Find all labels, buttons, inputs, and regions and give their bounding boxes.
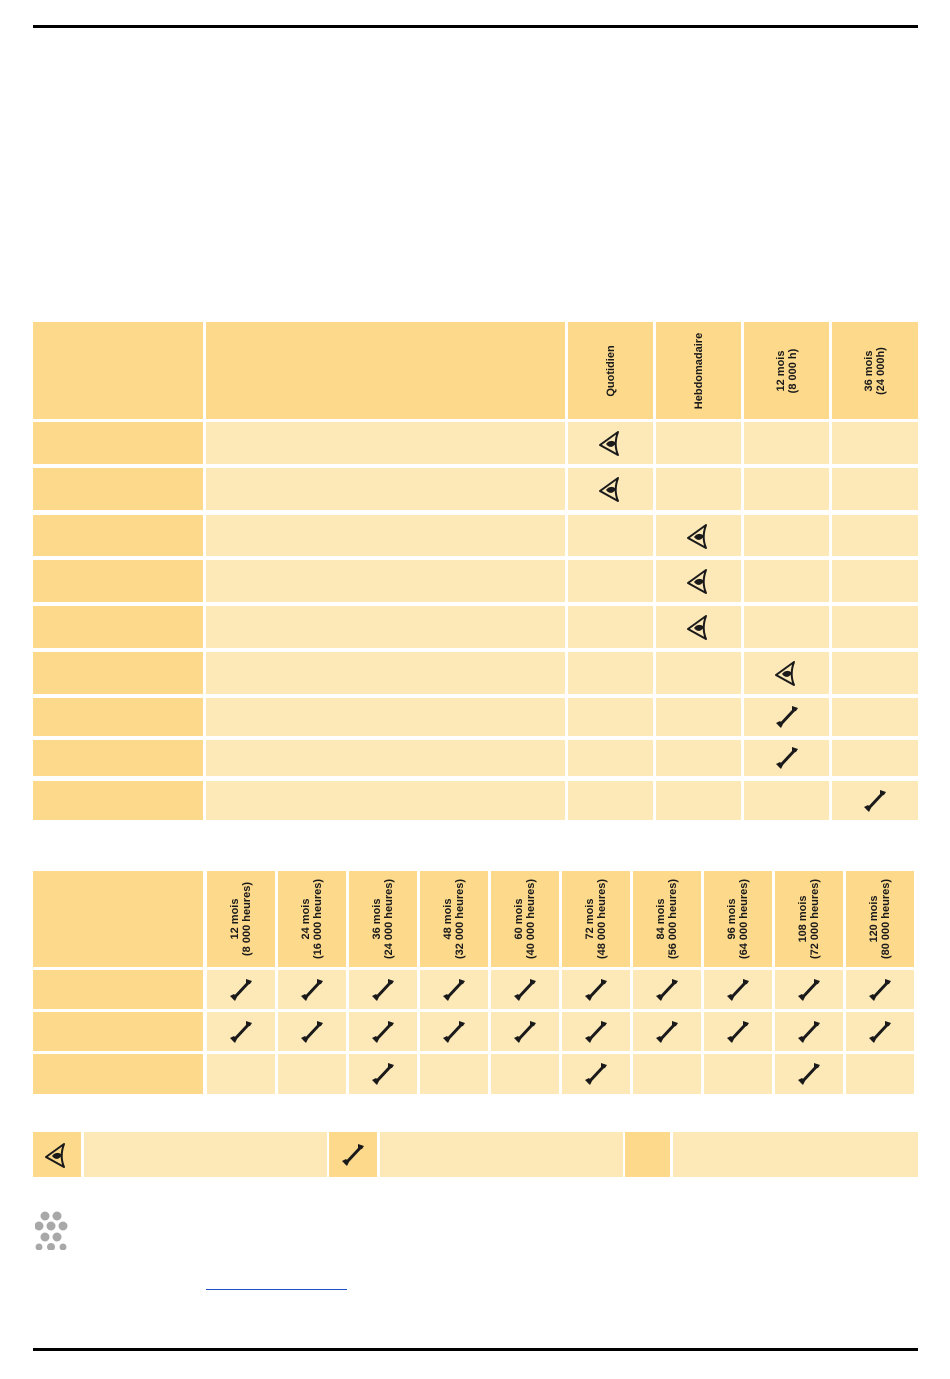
wrench-icon	[368, 975, 398, 1005]
column-header-label: Quotidien	[604, 344, 617, 397]
table1-cell	[656, 652, 741, 694]
table1-row-description	[206, 698, 565, 736]
table1-cell	[656, 740, 741, 776]
table2-cell	[562, 970, 630, 1009]
table1-header-interval	[656, 322, 741, 419]
table2-cell	[491, 970, 559, 1009]
column-header-label: 24 mois (16 000 heures)	[300, 878, 324, 960]
legend-swatch	[33, 1132, 81, 1177]
wrench-icon	[439, 1017, 469, 1047]
wrench-icon	[772, 743, 802, 773]
table1-row-description	[206, 468, 565, 510]
column-header-label: 12 mois (8 000 h)	[774, 348, 799, 393]
table2-cell	[349, 1054, 417, 1094]
table1-row-label	[33, 515, 203, 556]
table1-header-interval	[744, 322, 829, 419]
wrench-icon	[865, 1017, 895, 1047]
column-header-label: 108 mois (72 000 heures)	[797, 878, 821, 960]
wrench-icon	[338, 1140, 368, 1170]
table1-row-description	[206, 740, 565, 776]
table1-row-label	[33, 781, 203, 820]
table1-row-label	[33, 560, 203, 602]
dots-logo-icon	[35, 1210, 75, 1250]
table1-cell	[568, 468, 653, 510]
top-rule	[33, 25, 918, 28]
table1-cell	[744, 468, 829, 510]
table2-cell	[633, 1012, 701, 1051]
wrench-icon	[794, 975, 824, 1005]
table2-header-interval	[775, 871, 843, 967]
table2-row-label	[33, 970, 203, 1009]
table1-cell	[744, 560, 829, 602]
table1-cell	[744, 606, 829, 648]
table1-cell	[568, 422, 653, 464]
table2-cell	[207, 970, 275, 1009]
table1-row-description	[206, 515, 565, 556]
column-header-label: 72 mois (48 000 heures)	[584, 878, 608, 960]
table2-cell	[704, 970, 772, 1009]
table2-cell	[491, 1012, 559, 1051]
wrench-icon	[652, 1017, 682, 1047]
table2-cell	[278, 1054, 346, 1094]
table1-row-label	[33, 606, 203, 648]
table1-cell	[656, 606, 741, 648]
table2-cell	[491, 1054, 559, 1094]
table1-cell	[832, 781, 918, 820]
table2-header-interval	[704, 871, 772, 967]
table2-cell	[420, 970, 488, 1009]
wrench-icon	[860, 786, 890, 816]
column-header-label: 84 mois (56 000 heures)	[655, 878, 679, 960]
table2-header-interval	[278, 871, 346, 967]
table2-row-label	[33, 1012, 203, 1051]
table2-cell	[349, 1012, 417, 1051]
table1-cell	[656, 698, 741, 736]
table1-row-label	[33, 652, 203, 694]
table2-cell	[775, 970, 843, 1009]
eye-icon	[684, 612, 714, 642]
wrench-icon	[368, 1017, 398, 1047]
table1-cell	[656, 422, 741, 464]
table1-cell	[832, 560, 918, 602]
table1-cell	[744, 652, 829, 694]
column-header-label: 12 mois (8 000 heures)	[229, 882, 253, 956]
table1-header-description	[206, 322, 565, 419]
table2-cell	[420, 1054, 488, 1094]
table1-cell	[656, 468, 741, 510]
table2-header-interval	[349, 871, 417, 967]
column-header-label: 48 mois (32 000 heures)	[442, 878, 466, 960]
table1-cell	[568, 560, 653, 602]
table2-cell	[633, 1054, 701, 1094]
table1-cell	[568, 698, 653, 736]
table1-row-description	[206, 560, 565, 602]
table1-header-label	[33, 322, 203, 419]
table1-cell	[832, 652, 918, 694]
table1-cell	[832, 468, 918, 510]
column-header-label: 96 mois (64 000 heures)	[726, 878, 750, 960]
table2-header-interval	[491, 871, 559, 967]
table1-row-label	[33, 422, 203, 464]
table2-header-interval	[420, 871, 488, 967]
table1-cell	[656, 781, 741, 820]
column-header-label: 120 mois (80 000 heures)	[868, 878, 892, 960]
wrench-icon	[226, 975, 256, 1005]
table2-cell	[704, 1054, 772, 1094]
table1-cell	[832, 422, 918, 464]
table1-row-description	[206, 606, 565, 648]
table2-cell	[420, 1012, 488, 1051]
wrench-icon	[439, 975, 469, 1005]
table2-cell	[278, 970, 346, 1009]
table2-cell	[846, 970, 914, 1009]
table2-cell	[775, 1012, 843, 1051]
table2-cell	[562, 1054, 630, 1094]
table1-row-label	[33, 468, 203, 510]
wrench-icon	[581, 1059, 611, 1089]
table1-cell	[568, 652, 653, 694]
eye-icon	[684, 566, 714, 596]
web-link[interactable]	[206, 1276, 347, 1290]
table1-row-description	[206, 652, 565, 694]
table2-row-label	[33, 1054, 203, 1094]
legend-swatch	[625, 1132, 670, 1177]
bottom-rule	[33, 1348, 918, 1351]
table1-cell	[568, 781, 653, 820]
wrench-icon	[652, 975, 682, 1005]
wrench-icon	[368, 1059, 398, 1089]
table1-cell	[744, 515, 829, 556]
wrench-icon	[297, 975, 327, 1005]
table1-cell	[656, 560, 741, 602]
table1-header-interval	[568, 322, 653, 419]
table1-cell	[656, 515, 741, 556]
table1-row-label	[33, 740, 203, 776]
table2-header-label	[33, 871, 203, 967]
legend-text	[84, 1132, 327, 1177]
wrench-icon	[723, 1017, 753, 1047]
wrench-icon	[510, 1017, 540, 1047]
table1-row-description	[206, 422, 565, 464]
column-header-label: 36 mois (24 000 heures)	[371, 878, 395, 960]
wrench-icon	[723, 975, 753, 1005]
column-header-label: Hebdomadaire	[692, 332, 705, 409]
table1-row-description	[206, 781, 565, 820]
wrench-icon	[794, 1017, 824, 1047]
wrench-icon	[226, 1017, 256, 1047]
wrench-icon	[772, 702, 802, 732]
table2-cell	[846, 1054, 914, 1094]
table1-header-interval	[832, 322, 918, 419]
wrench-icon	[581, 1017, 611, 1047]
column-header-label: 60 mois (40 000 heures)	[513, 878, 537, 960]
wrench-icon	[865, 975, 895, 1005]
eye-icon	[684, 521, 714, 551]
eye-icon	[596, 428, 626, 458]
column-header-label: 36 mois (24 000h)	[863, 346, 887, 395]
table1-cell	[744, 422, 829, 464]
table1-cell	[832, 515, 918, 556]
eye-icon	[42, 1140, 72, 1170]
table2-header-interval	[633, 871, 701, 967]
wrench-icon	[794, 1059, 824, 1089]
wrench-icon	[297, 1017, 327, 1047]
table2-cell	[207, 1054, 275, 1094]
table2-cell	[633, 970, 701, 1009]
table1-cell	[832, 740, 918, 776]
table1-cell	[744, 781, 829, 820]
eye-icon	[596, 474, 626, 504]
table2-cell	[349, 970, 417, 1009]
wrench-icon	[510, 975, 540, 1005]
table2-header-interval	[207, 871, 275, 967]
table1-cell	[568, 515, 653, 556]
table2-cell	[562, 1012, 630, 1051]
table2-cell	[278, 1012, 346, 1051]
table1-cell	[832, 698, 918, 736]
legend-swatch	[329, 1132, 377, 1177]
table1-cell	[568, 606, 653, 648]
table2-cell	[846, 1012, 914, 1051]
table1-row-label	[33, 698, 203, 736]
table1-cell	[744, 740, 829, 776]
table2-header-interval	[562, 871, 630, 967]
legend-text	[673, 1132, 918, 1177]
eye-icon	[772, 658, 802, 688]
wrench-icon	[581, 975, 611, 1005]
table2-cell	[207, 1012, 275, 1051]
table1-cell	[744, 698, 829, 736]
table1-cell	[568, 740, 653, 776]
table2-cell	[775, 1054, 843, 1094]
table1-cell	[832, 606, 918, 648]
legend-text	[380, 1132, 623, 1177]
table2-header-interval	[846, 871, 914, 967]
table2-cell	[704, 1012, 772, 1051]
